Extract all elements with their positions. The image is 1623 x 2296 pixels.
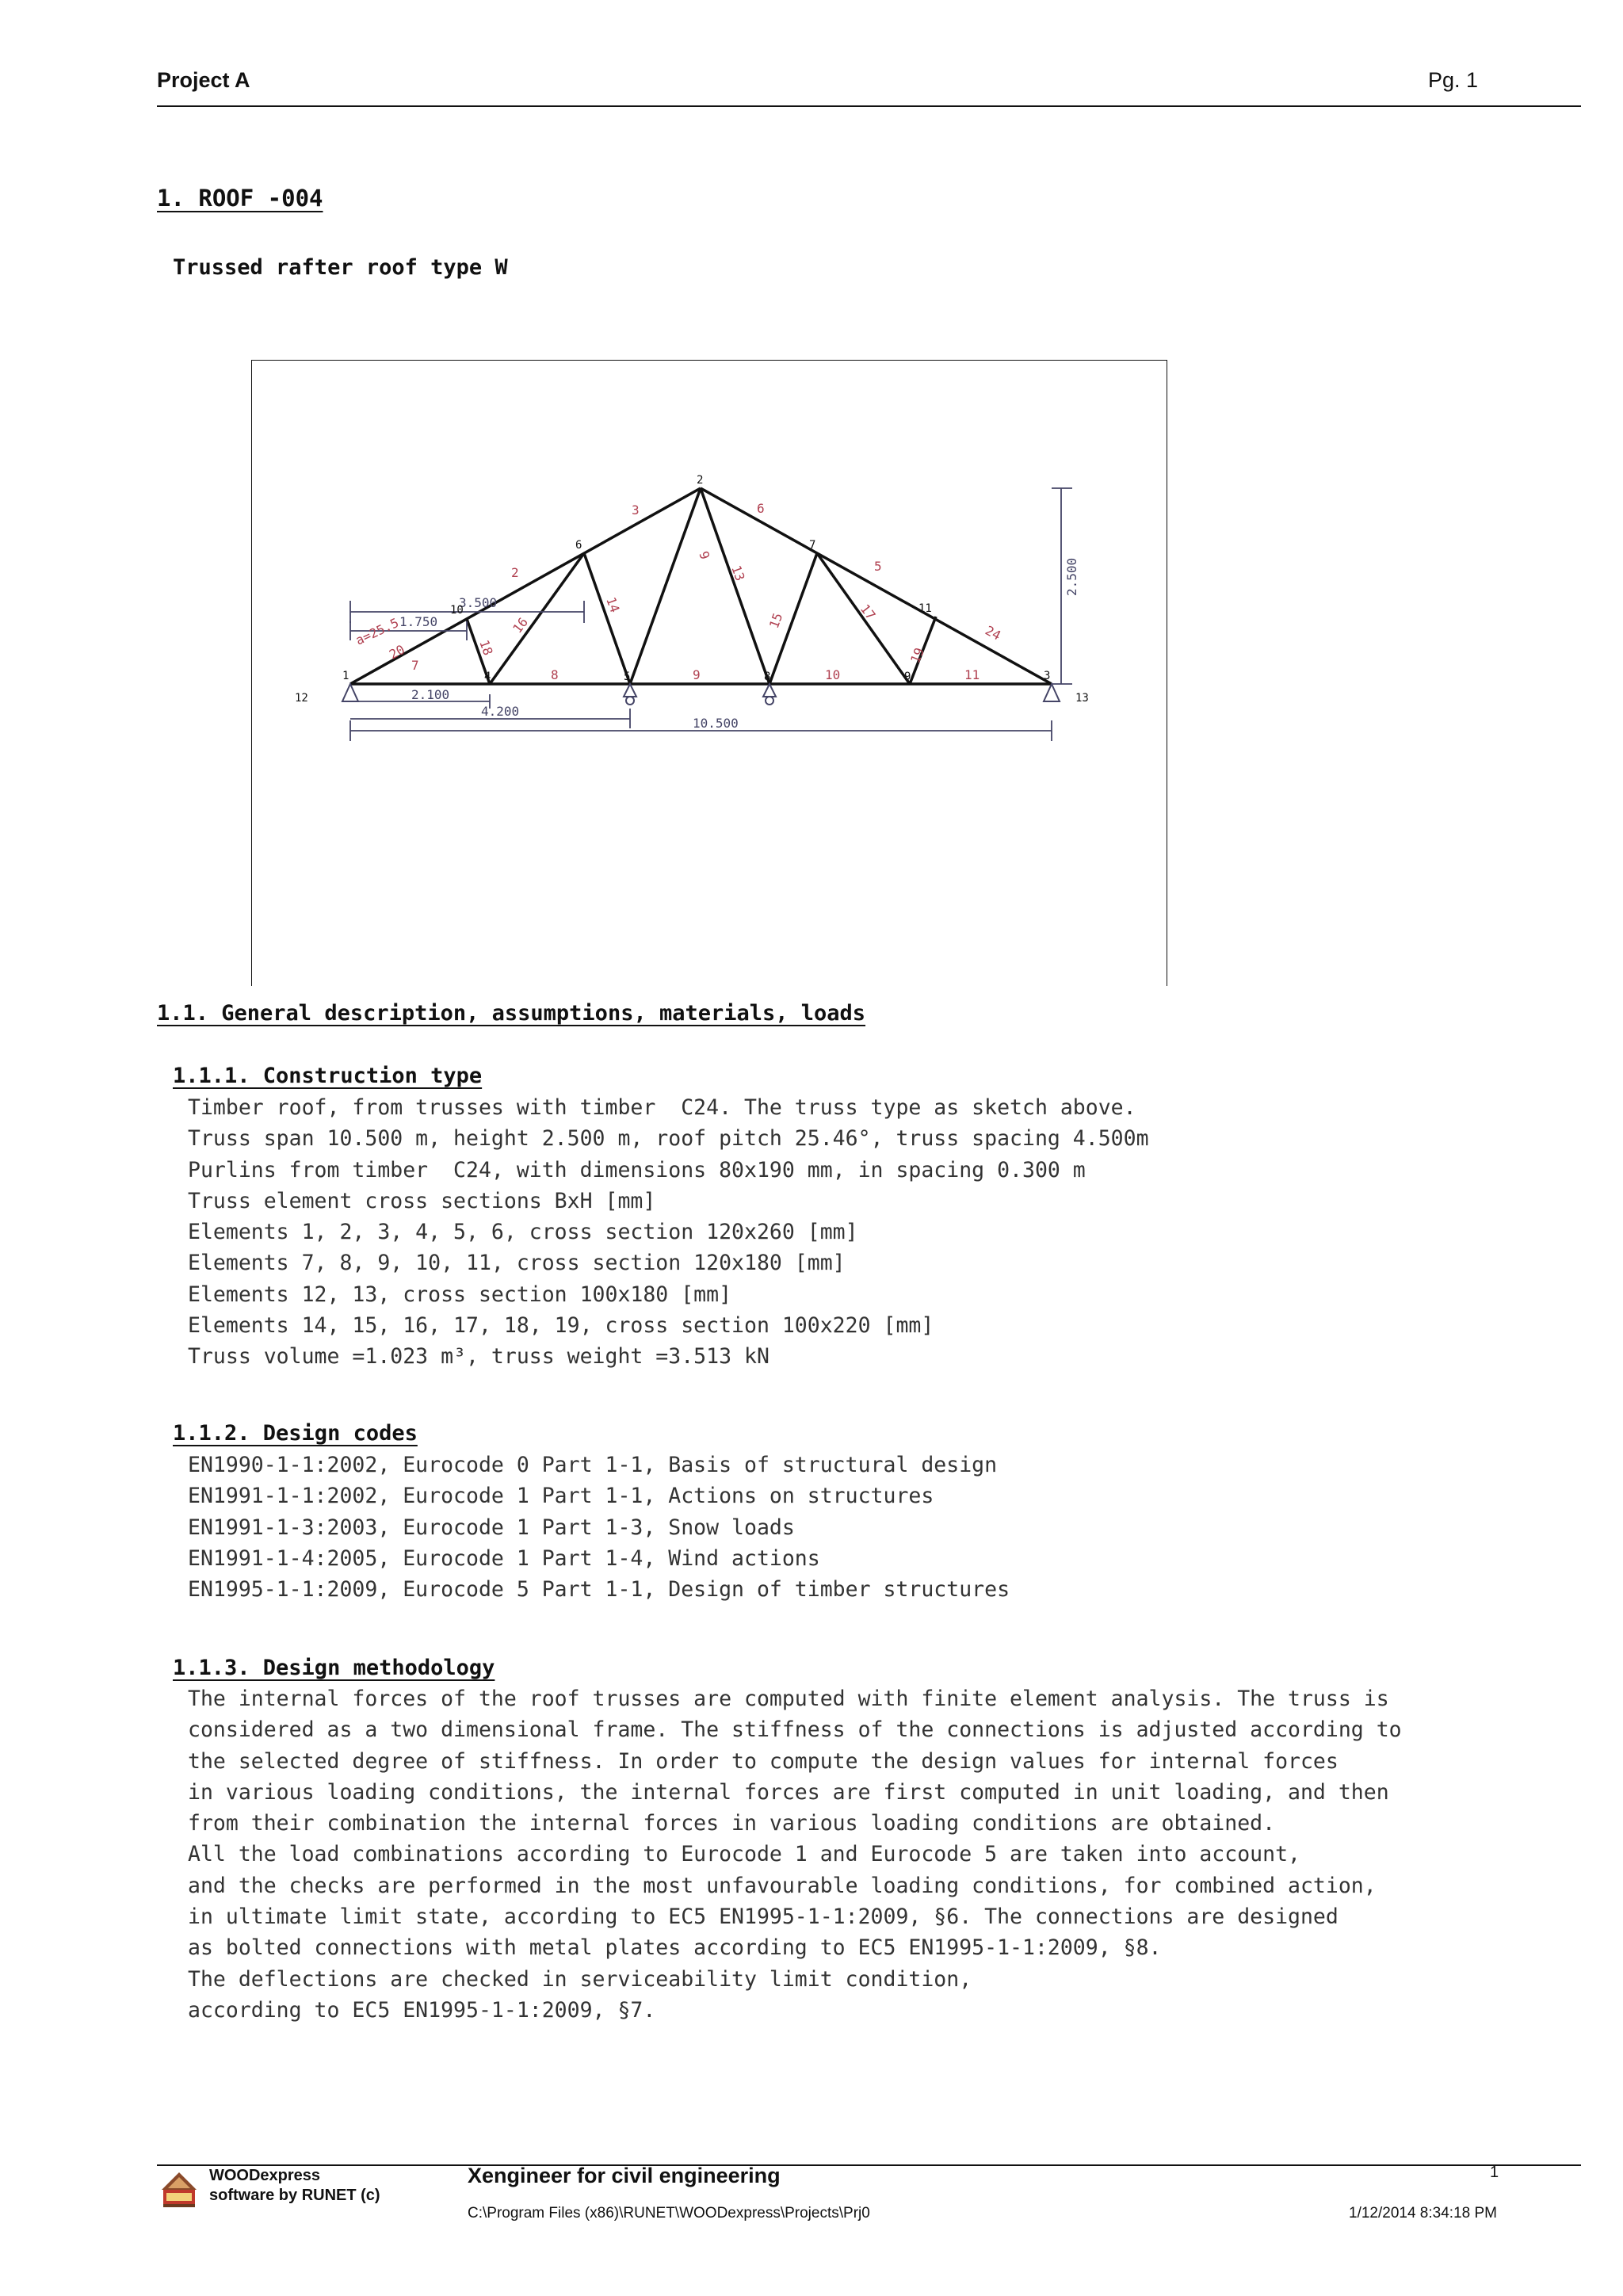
node-label: 13: [1075, 692, 1089, 705]
support-mid-right-roller: [766, 697, 773, 705]
text-line: EN1991-1-3:2003, Eurocode 1 Part 1-3, Snow loads: [188, 1515, 795, 1540]
element-label: 9: [696, 548, 713, 562]
woodexpress-logo-icon: [158, 2169, 200, 2210]
support-left: [342, 684, 358, 701]
node-label: 4: [484, 670, 491, 683]
node-label: 10: [450, 604, 464, 617]
node-label: 3: [1044, 670, 1051, 682]
text-line: EN1990-1-1:2002, Eurocode 0 Part 1-1, Basis of structural design: [188, 1453, 998, 1477]
element-label: 9: [693, 667, 701, 682]
dim-label: 2.500: [1064, 557, 1079, 596]
element-label: 14: [603, 594, 623, 615]
element-label: 8: [551, 667, 559, 682]
node-label: 2: [697, 474, 704, 487]
text-line: and the checks are performed in the most unfavourable loading conditions, for combined action,: [188, 1873, 1377, 1898]
element-label: 24: [983, 622, 1004, 644]
text-line: The internal forces of the roof trusses are computed with finite element analysis. The truss is: [188, 1687, 1389, 1711]
support-mid-left: [624, 684, 636, 697]
footer-title: Xengineer for civil engineering: [468, 2164, 781, 2187]
design-methodology-text: [188, 1683, 1402, 2026]
section-1-1-1-heading: 1.1.1. Construction type: [173, 1064, 483, 1088]
element-label: 19: [907, 645, 927, 666]
text-line: Elements 1, 2, 3, 4, 5, 6, cross section 120x260 [mm]: [188, 1220, 858, 1245]
text-line: Truss span 10.500 m, height 2.500 m, roof pitch 25.46°, truss spacing 4.500m: [188, 1126, 1149, 1152]
dim-label: 4.200: [481, 704, 520, 719]
text-line: Elements 12, 13, cross section 100x180 [mm]: [188, 1282, 732, 1307]
construction-type-text: [188, 1092, 1149, 1373]
element-label: 7: [411, 658, 419, 673]
web-member: [630, 488, 701, 684]
text-line: Timber roof, from trusses with timber C24. The truss type as sketch above.: [188, 1095, 1136, 1120]
dim-label: 2.100: [411, 687, 450, 702]
node-label: 7: [809, 539, 816, 552]
footer-brand-name: WOODexpress: [209, 2167, 321, 2184]
node-label: 8: [764, 670, 771, 683]
web-member: [817, 553, 910, 684]
text-line: as bolted connections with metal plates according to EC5 EN1995-1-1:2009, §8.: [188, 1935, 1162, 1961]
truss-drawing: [251, 360, 1167, 986]
truss-type-subtitle: Trussed rafter roof type W: [173, 255, 508, 280]
section-title: 1. ROOF -004: [157, 185, 323, 212]
support-mid-right: [763, 684, 776, 697]
header-page-number: Pg. 1: [1428, 68, 1479, 92]
footer-file-path: C:\Program Files (x86)\RUNET\WOODexpress\Projects\Prj0: [468, 2205, 870, 2222]
footer-divider: [157, 2164, 1581, 2166]
element-label: 18: [476, 637, 496, 658]
text-line: Elements 14, 15, 16, 17, 18, 19, cross section 100x220 [mm]: [188, 1313, 934, 1339]
text-line: Elements 7, 8, 9, 10, 11, cross section 120x180 [mm]: [188, 1251, 846, 1276]
header-divider: [157, 105, 1581, 107]
text-line: in ultimate limit state, according to EC5 EN1995-1-1:2009, §6. The connections are designed: [188, 1904, 1338, 1930]
support-right: [1044, 684, 1060, 701]
text-line: EN1995-1-1:2009, Eurocode 5 Part 1-1, Design of timber structures: [188, 1577, 1010, 1603]
web-member: [490, 553, 584, 684]
top-chord-right: [701, 488, 1052, 684]
element-label: 6: [757, 501, 765, 516]
text-line: from their combination the internal forces in various loading conditions are obtained.: [188, 1811, 1276, 1836]
element-label: 2: [511, 565, 519, 580]
web-member: [584, 553, 630, 684]
text-line: in various loading conditions, the internal forces are first computed in unit loading, and then: [188, 1779, 1389, 1805]
text-line: EN1991-1-1:2002, Eurocode 1 Part 1-1, Actions on structures: [188, 1484, 934, 1509]
text-line: Truss element cross sections BxH [mm]: [188, 1188, 656, 1213]
text-line: Purlins from timber C24, with dimensions 80x190 mm, in spacing 0.300 m: [188, 1157, 1086, 1182]
footer-brand-credit: software by RUNET (c): [209, 2187, 380, 2204]
dim-label: 10.500: [693, 716, 739, 731]
design-codes-text: [188, 1450, 1010, 1605]
support-mid-left-roller: [626, 697, 634, 705]
footer-page-number: 1: [1490, 2164, 1499, 2181]
node-label: 11: [918, 602, 932, 615]
element-label: 16: [510, 614, 532, 636]
node-label: 6: [575, 539, 582, 552]
text-line: the selected degree of stiffness. In order to compute the design values for internal forces: [188, 1748, 1338, 1774]
element-label: 10: [825, 667, 841, 682]
node-label: 1: [342, 670, 349, 682]
header-project-name: Project A: [157, 68, 250, 92]
section-1-1-3-heading: 1.1.3. Design methodology: [173, 1656, 495, 1680]
angle-label: a=25.5: [353, 614, 402, 648]
element-label: 11: [964, 667, 980, 682]
text-line: EN1991-1-4:2005, Eurocode 1 Part 1-4, Wind actions: [188, 1545, 820, 1571]
text-line: according to EC5 EN1995-1-1:2009, §7.: [188, 1997, 656, 2023]
text-line: considered as a two dimensional frame. The stiffness of the connections is adjusted according to: [188, 1717, 1402, 1743]
element-label: 5: [874, 559, 882, 574]
dimension-labels: [399, 558, 1079, 731]
element-label: 3: [632, 502, 640, 518]
dim-label: 1.750: [399, 614, 438, 629]
element-label: 13: [728, 563, 748, 583]
text-line: All the load combinations according to Eurocode 1 and Eurocode 5 are taken into account,: [188, 1842, 1300, 1867]
element-label: 20: [386, 641, 407, 663]
truss-members: [350, 488, 1052, 684]
dim-label: 3.500: [459, 595, 498, 610]
footer-datetime: 1/12/2014 8:34:18 PM: [1349, 2205, 1497, 2222]
node-label: 12: [295, 692, 308, 705]
text-line: The deflections are checked in serviceability limit condition,: [188, 1966, 972, 1992]
element-label: 17: [857, 601, 879, 623]
section-1-1-heading: 1.1. General description, assumptions, materials, loads: [157, 1001, 866, 1026]
node-label: 9: [904, 670, 911, 683]
web-member: [701, 488, 769, 684]
node-label: 5: [624, 670, 631, 683]
element-label: 15: [766, 610, 786, 631]
section-1-1-2-heading: 1.1.2. Design codes: [173, 1421, 418, 1446]
text-line: Truss volume =1.023 m³, truss weight =3.513 kN: [188, 1344, 769, 1370]
